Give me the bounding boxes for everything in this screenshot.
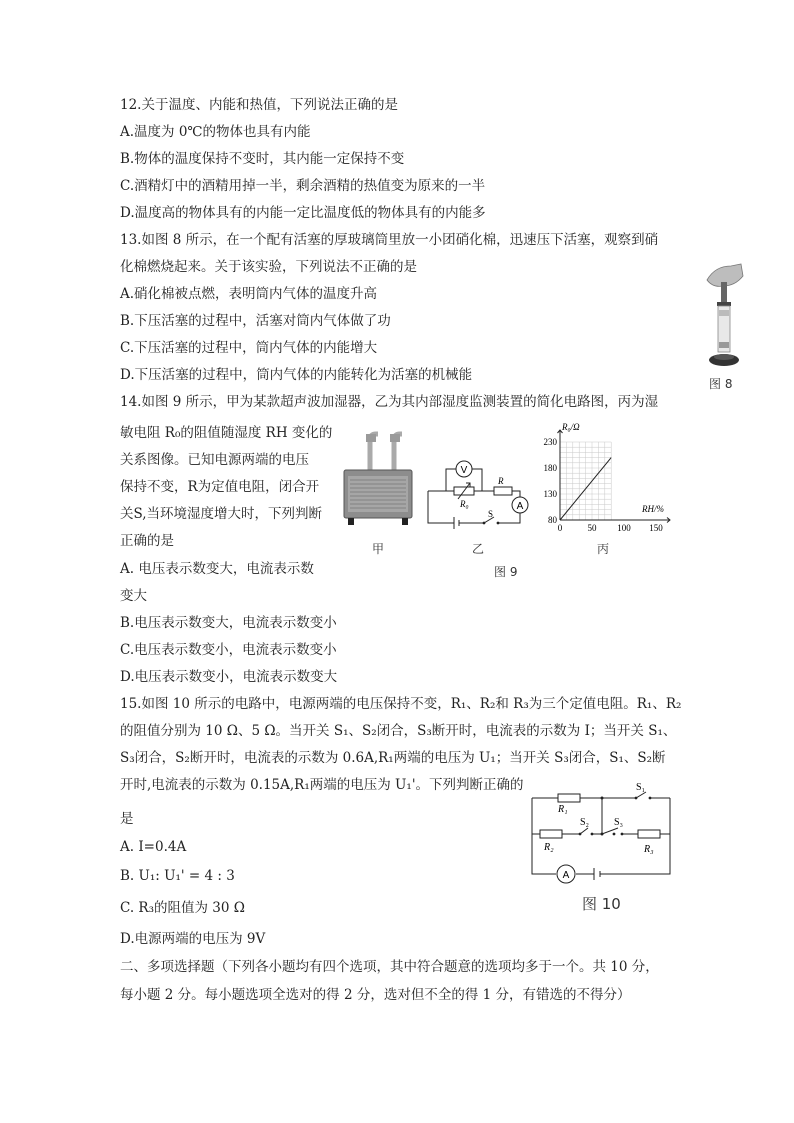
s1-label: S₁ [636,782,646,793]
q14-option-a-line1: A. 电压表示数变大，电流表示数 [120,561,314,577]
x-tick-label: 150 [649,523,663,533]
q15-option-c: C. R₃的阻值为 30 Ω [120,900,245,916]
chart-ylabel: R₀/Ω [562,422,580,432]
fig9-circuit-diagram [424,455,538,530]
q15-option-b: B. U₁: U₁' = 4 : 3 [120,868,235,884]
x-tick-label: 100 [617,523,631,533]
q14-stem-line5: 关S,当环境湿度增大时，下列判断 [120,506,323,522]
q15-stem-line1: 15.如图 10 所示的电路中，电源两端的电压保持不变，R₁、R₂和 R₃为三个定值电阻。R₁、R₂ [120,696,682,712]
q15-stem-line5: 是 [120,811,134,827]
fig8-caption: 图 8 [709,377,733,391]
switch-s-label: S [488,509,494,519]
r-label: R [498,476,504,486]
chart-xlabel: RH/% [642,504,664,514]
q15-stem-line3: S₃闭合，S₂断开时，电流表的示数为 0.6A,R₁两端的电压为 U₁；当开关 S₃闭合，S₁、S₂断 [120,750,666,766]
q14-option-a-line2: 变大 [120,588,147,604]
q13-stem-line1: 13.如图 8 所示，在一个配有活塞的厚玻璃筒里放一小团硝化棉，迅速压下活塞，观察到硝 [120,232,659,248]
q12-option-a: A.温度为 0℃的物体也具有内能 [120,124,311,140]
q12-stem: 12.关于温度、内能和热值，下列说法正确的是 [120,97,398,113]
q13-option-a: A.硝化棉被点燃，表明筒内气体的温度升高 [120,286,378,302]
q14-option-b: B.电压表示数变大，电流表示数变小 [120,615,337,631]
q12-option-b: B.物体的温度保持不变时，其内能一定保持不变 [120,151,405,167]
x-tick-label: 0 [557,523,563,533]
y-tick-label: 230 [543,437,557,447]
x-tick-label: 50 [587,523,597,533]
q13-option-d: D.下压活塞的过程中，筒内气体的内能转化为活塞的机械能 [120,367,473,383]
r3-label: R₃ [644,844,654,855]
s2-label: S₂ [580,817,590,828]
ammeter-label: A [516,501,524,512]
fig10-ammeter-label: A [562,870,570,881]
q14-stem-line1: 14.如图 9 所示，甲为某款超声波加湿器，乙为其内部湿度监测装置的简化电路图，丙为湿 [120,394,659,410]
q14-option-c: C.电压表示数变小，电流表示数变小 [120,642,337,658]
q15-stem-line4: 开时,电流表的示数为 0.15A,R₁两端的电压为 U₁'。下列判断正确的 [120,777,524,793]
q14-stem-line6: 正确的是 [120,533,174,549]
fig9-caption: 图 9 [494,565,518,579]
y-tick-label: 130 [543,489,557,499]
voltmeter-label: V [460,465,468,476]
y-tick-label: 180 [543,463,557,473]
fig9-sublabel-jia: 甲 [372,542,385,556]
q12-option-c: C.酒精灯中的酒精用掉一半，剩余酒精的热值变为原来的一半 [120,178,486,194]
section2-line1: 二、多项选择题（下列各小题均有四个选项，其中符合题意的选项均多于一个。共 10 分， [120,959,659,975]
section2-line2: 每小题 2 分。每小题选项全选对的得 2 分，选对但不全的得 1 分，有错选的不得分） [120,987,631,1003]
q12-option-d: D.温度高的物体具有的内能一定比温度低的物体具有的内能多 [120,205,486,221]
q15-option-a: A. I=0.4A [120,839,187,855]
q13-option-c: C.下压活塞的过程中，筒内气体的内能增大 [120,340,378,356]
fig10-caption: 图 10 [582,895,621,913]
fig9-chart [530,420,690,538]
fig9-sublabel-bing: 丙 [597,542,610,556]
chart-grid [560,442,611,520]
fig10-circuit-diagram [528,778,678,886]
fig9-humidifier-image [340,430,416,530]
fig8-piston-image [705,262,755,370]
q14-stem-line2: 敏电阻 R₀的阻值随湿度 RH 变化的 [120,425,333,441]
q13-stem-line2: 化棉燃烧起来。关于该实验，下列说法不正确的是 [120,259,417,275]
q14-stem-line3: 关系图像。已知电源两端的电压 [120,452,309,468]
s3-label: S₃ [614,817,624,828]
q14-stem-line4: 保持不变，R为定值电阻，闭合开 [120,479,320,495]
r2-label: R₂ [544,842,554,853]
q13-option-b: B.下压活塞的过程中，活塞对筒内气体做了功 [120,313,391,329]
fig9-sublabel-yi: 乙 [472,542,485,556]
q15-stem-line2: 的阻值分别为 10 Ω、5 Ω。当开关 S₁、S₂闭合，S₃断开时，电流表的示数为 I；当开关 S₁、 [120,723,677,739]
q14-option-d: D.电压表示数变小，电流表示数变大 [120,669,338,685]
q15-option-d: D.电源两端的电压为 9V [120,931,266,947]
y-tick-label: 80 [548,515,557,525]
r0-label: R₀ [460,499,469,509]
r1-label: R₁ [558,804,568,815]
